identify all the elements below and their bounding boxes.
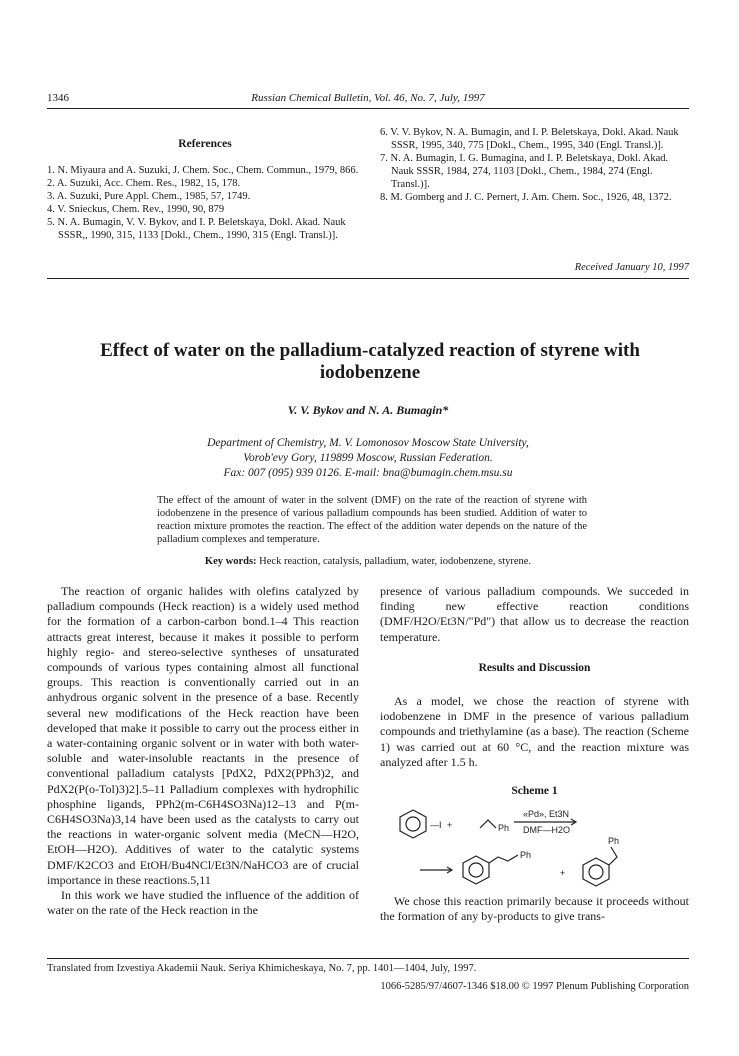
page-number: 1346 [47, 92, 69, 104]
vinyl-bond [609, 847, 617, 865]
benzene-ring [406, 817, 420, 831]
issn-copyright: 1066-5285/97/4607-1346 $18.00 © 1997 Plenum Publishing Corporation [380, 981, 689, 992]
translation-note: Translated from Izvestiya Akademii Nauk. Seriya Khimicheskaya, No. 7, pp. 1401—1404, July, 1997. [47, 963, 477, 974]
running-header [47, 92, 689, 106]
keywords [47, 556, 689, 567]
reference-item: 8. M. Gomberg and J. C. Pernert, J. Am. Chem. Soc., 1926, 48, 1372. [380, 192, 672, 203]
reference-item: 5. N. A. Bumagin, V. V. Bykov, and I. P. Beletskaya, Dokl. Akad. Nauk SSSR,, 1990, 315, 1133 [Dokl., Chem., 1990, 315 (Engl. Transl.)]. [47, 217, 346, 241]
abstract: The effect of the amount of water in the solvent (DMF) on the rate of the reaction of styrene with iodobenzene in the presence of various palladium compounds has been studied. Addition of water to reaction mixture promotes the reaction. The effect of the addition water depends on the nature of the palladium complexes and temperature. [157, 495, 587, 545]
scheme-label: + [447, 820, 453, 830]
keywords-label: Key words: [204, 556, 257, 567]
article-title: Effect of water on the palladium-catalyzed reaction of styrene with iodobenzene [100, 340, 640, 383]
benzene-ring [400, 810, 426, 838]
references-title: References [178, 138, 232, 150]
scheme-label: Ph [498, 823, 510, 833]
reference-item: 2. A. Suzuki, Acc. Chem. Res., 1982, 15, 178. [47, 178, 241, 189]
references-right [380, 126, 690, 204]
affiliation [47, 436, 689, 481]
scheme-title: Scheme 1 [511, 785, 558, 797]
article-authors: V. V. Bykov and N. A. Bumagin* [287, 403, 449, 417]
body-left-column [47, 584, 359, 918]
reference-item: 6. V. V. Bykov, N. A. Bumagin, and I. P. Beletskaya, Dokl. Akad. Nauk SSSR, 1995, 340, 775 [Dokl., Chem., 1995, 340 (Engl. Transl.)]. [380, 127, 679, 151]
references-rule [47, 278, 689, 279]
received-date: Received January 10, 1997 [574, 262, 689, 273]
benzene-ring [469, 863, 483, 877]
scheme-label: + [560, 868, 566, 878]
scheme-label: «Pd», Et3N [523, 809, 570, 819]
body-right-column-continued [380, 894, 689, 924]
reference-item: 7. N. A. Bumagin, I. G. Bumagina, and I. P. Beletskaya, Dokl. Akad. Nauk SSSR, 1984, 274, 1103 [Dokl., Chem., 1984, 274 (Engl. Transl.)]. [380, 153, 669, 190]
affiliation-line: Fax: 007 (095) 939 0126. E-mail: bna@bumagin.chem.msu.su [223, 467, 513, 479]
reference-item: 1. N. Miyaura and A. Suzuki, J. Chem. Soc., Chem. Commun., 1979, 866. [47, 165, 359, 176]
reference-item: 3. A. Suzuki, Pure Appl. Chem., 1985, 57, 1749. [47, 191, 251, 202]
header-rule [47, 108, 689, 109]
keywords-list: Heck reaction, catalysis, palladium, water, iodobenzene, styrene. [259, 556, 532, 567]
references-left [47, 138, 363, 242]
body-paragraph: presence of various palladium compounds. We succeded in finding new effective reaction conditions (DMF/H2O/Et3N/"Pd") that allow us to decrease the reaction temperature. [380, 584, 689, 644]
scheme-label: Ph [608, 836, 620, 846]
scheme-1-reaction [380, 802, 689, 892]
footer-rule [47, 958, 689, 959]
vinyl-bond [489, 855, 518, 863]
scheme-label: —I [430, 820, 442, 830]
body-paragraph: In this work we have studied the influence of the addition of water on the rate of the Heck reaction in the [47, 888, 359, 918]
reference-item: 4. V. Snieckus, Chem. Rev., 1990, 90, 879 [47, 204, 225, 215]
scheme-label: Ph [520, 850, 532, 860]
affiliation-line: Department of Chemistry, M. V. Lomonosov Moscow State University, [207, 437, 529, 449]
benzene-ring [463, 856, 489, 884]
affiliation-line: Vorob'evy Gory, 119899 Moscow, Russian Federation. [243, 452, 493, 464]
benzene-ring [583, 858, 609, 886]
vinyl-bond [480, 820, 496, 828]
body-paragraph: The reaction of organic halides with olefins catalyzed by palladium compounds (Heck reaction) is a widely used method for the formation of a carbon-carbon bond.1–4 This reaction attracts great interest, because it makes it possible to perform highly regio- and stereo-selective syntheses of unsaturated compounds of various types containing almost all functional groups. This reaction is conventionally carried out in an anhydrous organic solvent in the presence of a base. Recently several new modifications of the Heck reaction have been developed that make it possible to carry out the process either in a water-containing organic solvent or in water with both water-soluble and water-insoluble reactants in the presence of conventional palladium catalysts [PdX2, PdX2(PPh3)2, and PdX2(P(o-Tol)3)2].5–11 Palladium complexes with hydrophilic phosphine ligands, PPh2(m-C6H4SO3Na)12–13 and P(m-C6H4SO3Na)3,14 have been used as the catalysts to carry out the reactions in water-organic solvent media (MeCN—H2O, EtOH—H2O). Additives of water to the catalytic systems DMF/K2CO3 and EtOH/Bu4NCl/Et3N/NaHCO3 are of crucial importance in these reactions.5,11 [47, 584, 359, 887]
body-right-column [380, 584, 689, 770]
section-title: Results and Discussion [478, 661, 591, 674]
scheme-label: DMF—H2O [523, 825, 570, 835]
body-paragraph: As a model, we chose the reaction of styrene with iodobenzene in DMF in the presence of various palladium compounds and triethylamine (as a base). The reaction (Scheme 1) was carried out at 60 °C, and the reaction mixture was analyzed after 1.5 h. [380, 694, 689, 769]
body-paragraph: We chose this reaction primarily because it proceeds without the formation of any by-products to give trans- [380, 894, 689, 924]
benzene-ring [589, 865, 603, 879]
journal-title: Russian Chemical Bulletin, Vol. 46, No. 7, July, 1997 [251, 92, 485, 104]
